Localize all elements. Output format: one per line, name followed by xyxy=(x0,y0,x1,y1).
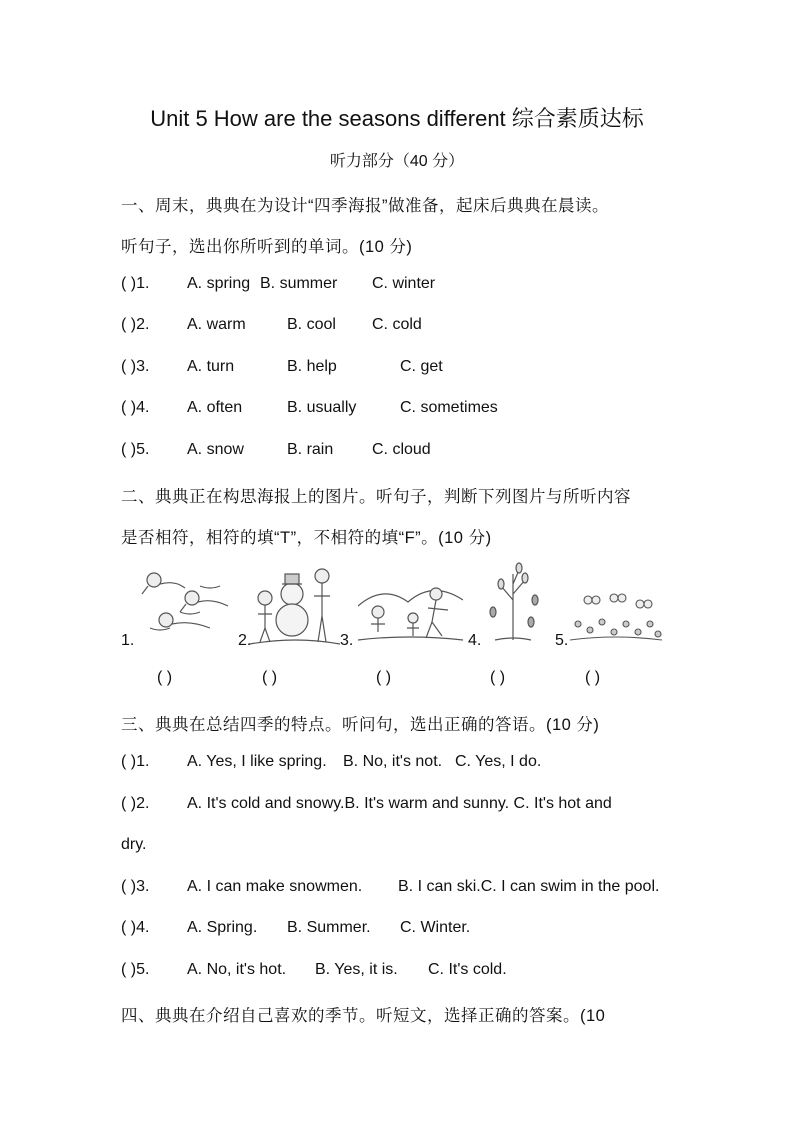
option-a: A. I can make snowmen. xyxy=(187,878,363,895)
question-number: ( )4. xyxy=(121,919,150,936)
option-a: A. snow xyxy=(187,441,244,458)
picture-number: 5. xyxy=(555,632,569,649)
option-b: B. cool xyxy=(287,316,336,333)
question-number: ( )2. xyxy=(121,316,150,333)
option-c: C. cloud xyxy=(372,441,431,458)
option-a: A. turn xyxy=(187,358,235,375)
option-b: B. summer xyxy=(260,275,338,292)
question-number: ( )1. xyxy=(121,275,150,292)
option-a: A. warm xyxy=(187,316,246,333)
answer-blank[interactable]: ( ) xyxy=(585,669,601,686)
option-b: B. No, it's not. xyxy=(343,753,443,770)
option-b: B. rain xyxy=(287,441,334,458)
answer-blank[interactable]: ( ) xyxy=(262,669,278,686)
option-c: C. winter xyxy=(372,275,436,292)
section3-heading: 三、典典在总结四季的特点。听问句，选出正确的答语。(10 分) xyxy=(121,716,600,734)
flowers-butterflies-icon xyxy=(570,590,662,642)
answer-blank[interactable]: ( ) xyxy=(376,669,392,686)
answer-blank[interactable]: ( ) xyxy=(490,669,506,686)
question-number: ( )3. xyxy=(121,358,150,375)
question-number: ( )3. xyxy=(121,878,150,895)
section1-heading-line2: 听句子，选出你所听到的单词。(10 分) xyxy=(121,238,413,256)
question-number: ( )2. xyxy=(121,795,150,812)
option-b: B. I can ski.C. I can swim in the pool. xyxy=(398,878,660,895)
question-number: ( )5. xyxy=(121,961,150,978)
question-options-continued: dry. xyxy=(121,836,147,853)
section1-heading-line1: 一、周末，典典在为设计“四季海报”做准备，起床后典典在晨读。 xyxy=(121,197,609,215)
option-a: A. No, it's hot. xyxy=(187,961,287,978)
page-title: Unit 5 How are the seasons different 综合素质达标 xyxy=(150,106,644,131)
option-c: C. cold xyxy=(372,316,422,333)
option-c: C. Yes, I do. xyxy=(455,753,542,770)
family-playing-outdoors-icon xyxy=(358,566,463,644)
option-c: C. It's cold. xyxy=(428,961,507,978)
answer-blank[interactable]: ( ) xyxy=(157,669,173,686)
question-options: A. It's cold and snowy.B. It's warm and sunny. C. It's hot and xyxy=(187,795,612,812)
picture-number: 1. xyxy=(121,632,135,649)
children-swimming-icon xyxy=(140,566,235,638)
option-a: A. Yes, I like spring. xyxy=(187,753,327,770)
section2-heading-line2: 是否相符，相符的填“T”，不相符的填“F”。(10 分) xyxy=(121,529,492,547)
option-c: C. Winter. xyxy=(400,919,471,936)
tree-falling-leaves-icon xyxy=(485,560,545,644)
option-b: B. help xyxy=(287,358,337,375)
option-b: B. Summer. xyxy=(287,919,371,936)
option-b: B. Yes, it is. xyxy=(315,961,398,978)
picture-number: 4. xyxy=(468,632,482,649)
section4-heading: 四、典典在介绍自己喜欢的季节。听短文，选择正确的答案。(10 xyxy=(121,1007,606,1025)
picture-number: 3. xyxy=(340,632,354,649)
page-subtitle: 听力部分（40 分） xyxy=(329,153,465,170)
section2-heading-line1: 二、典典正在构思海报上的图片。听句子，判断下列图片与所听内容 xyxy=(121,488,631,506)
option-c: C. sometimes xyxy=(400,399,498,416)
question-number: ( )1. xyxy=(121,753,150,770)
option-a: A. spring xyxy=(187,275,251,292)
option-a: A. Spring. xyxy=(187,919,258,936)
snowman-family-icon xyxy=(250,566,340,646)
picture-number: 2. xyxy=(238,632,252,649)
option-a: A. often xyxy=(187,399,243,416)
question-number: ( )4. xyxy=(121,399,150,416)
option-c: C. get xyxy=(400,358,443,375)
question-number: ( )5. xyxy=(121,441,150,458)
option-b: B. usually xyxy=(287,399,357,416)
